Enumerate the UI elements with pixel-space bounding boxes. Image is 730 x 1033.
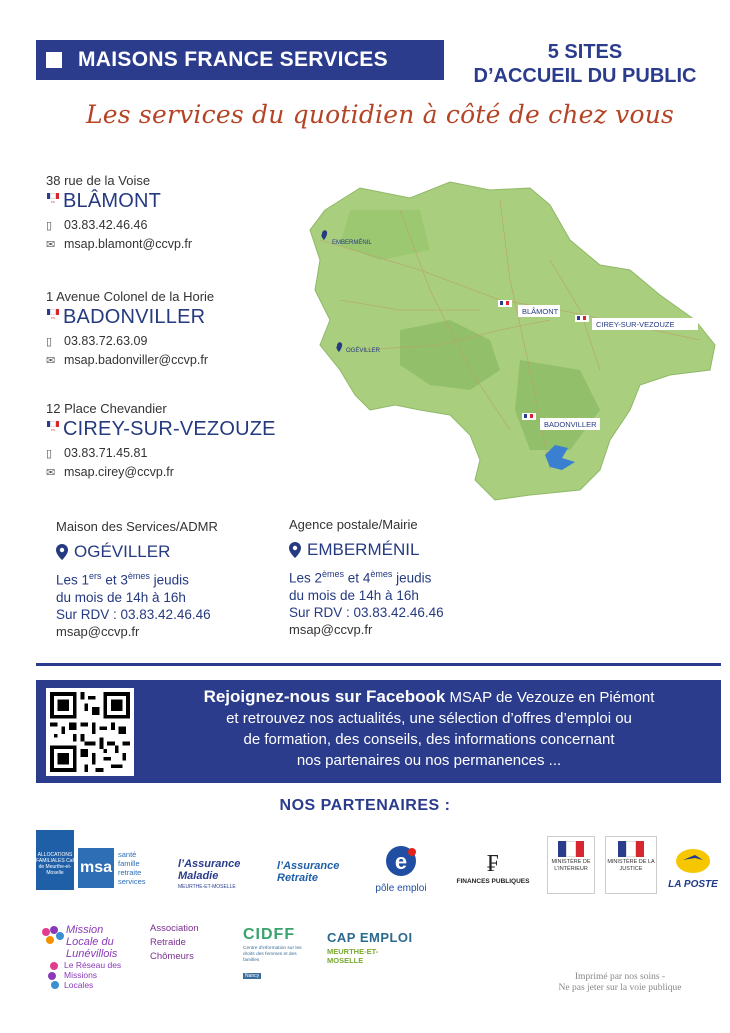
france-services-logo-icon: FS <box>46 193 60 211</box>
facebook-text <box>144 686 714 771</box>
site-address: 1 Avenue Colonel de la Horie <box>46 289 215 304</box>
cidff-logo: CIDFF Centre d'information sur les droits des femmes et des familles Nancy <box>243 926 302 979</box>
permanence-hours: du mois de 14h à 16h <box>289 587 419 603</box>
map-label-badonviller: BADONVILLER <box>544 420 597 429</box>
mail-icon: ✉ <box>46 466 56 479</box>
permanence-org: Agence postale/Mairie <box>289 517 418 532</box>
mission-locale-logo: Mission Locale du Lunévillois <box>40 920 126 956</box>
reseau-icon <box>46 960 62 990</box>
msa-logo: msa santé famille retraite services <box>79 850 146 886</box>
territory-map <box>300 170 720 510</box>
sites-heading <box>450 40 720 88</box>
association-chomeurs-logo: Association Retraide Chômeurs <box>150 923 199 962</box>
permanence-days: Les 1ers et 3èmes jeudis <box>56 571 189 588</box>
assurance-retraite-logo: l’Assurance Retraite <box>277 860 340 884</box>
pole-emploi-logo: e pôle emploi <box>368 844 434 892</box>
france-services-logo-icon: FS <box>46 421 60 439</box>
location-pin-icon <box>56 544 68 560</box>
phone-icon: ▯ <box>46 447 53 460</box>
la-poste-bird-icon <box>675 848 711 874</box>
site-phone: 03.83.71.45.81 <box>64 446 148 460</box>
square-icon <box>46 52 62 68</box>
facebook-page-name: MSAP de Vezouze en Piémont <box>445 689 655 706</box>
section-divider <box>36 663 721 666</box>
ministere-justice-logo: MINISTÈRE DE LA JUSTICE <box>605 836 657 894</box>
map-label-blamont: BLÂMONT <box>522 307 559 316</box>
site-name: CIREY-SUR-VEZOUZE <box>63 418 276 440</box>
permanence-email: msap@ccvp.fr <box>56 623 140 639</box>
facebook-banner <box>36 680 721 783</box>
pole-emploi-icon <box>384 844 418 878</box>
permanence-days: Les 2èmes et 4èmes jeudis <box>289 569 432 586</box>
site-email: msap.badonviller@ccvp.fr <box>64 353 208 367</box>
facebook-line: nos partenaires ou nos permanences ... <box>296 752 562 769</box>
permanence-hours: du mois de 14h à 16h <box>56 589 186 605</box>
permanence-email: msap@ccvp.fr <box>289 621 373 637</box>
cap-emploi-logo: CAP EMPLOI MEURTHE-ET-MOSELLE <box>327 930 413 965</box>
permanence-org: Maison des Services/ADMR <box>56 519 218 534</box>
title-banner <box>36 40 444 80</box>
footer-note: Imprimé par nos soins - Ne pas jeter sur la voie publique <box>558 972 682 993</box>
site-blamont <box>46 173 192 251</box>
banner-title: MAISONS FRANCE SERVICES <box>78 48 388 71</box>
mail-icon: ✉ <box>46 238 56 251</box>
assurance-maladie-logo: l’Assurance Maladie MEURTHE-ET-MOSELLE <box>178 858 241 890</box>
permanence-name: EMBERMÉNIL <box>307 540 420 559</box>
ministere-interieur-logo: MINISTÈRE DE L’INTÉRIEUR <box>547 836 595 894</box>
phone-icon: ▯ <box>46 219 53 232</box>
permanence-rdv: Sur RDV : 03.83.42.46.46 <box>289 604 444 620</box>
location-pin-icon <box>289 542 301 558</box>
facebook-line: de formation, des conseils, des informations concernant <box>243 731 615 748</box>
map-label-embermenil: EMBERMÉNIL <box>332 240 372 246</box>
permanence-embermenil <box>289 517 444 637</box>
site-phone: 03.83.72.63.09 <box>64 334 148 348</box>
map-label-ogeviller: OGÉVILLER <box>346 348 381 354</box>
site-name: BADONVILLER <box>63 306 206 328</box>
la-poste-logo: LA POSTE <box>665 848 721 892</box>
mission-locale-icon <box>40 924 66 950</box>
site-phone: 03.83.42.46.46 <box>64 218 148 232</box>
permanence-name: OGÉVILLER <box>74 542 171 561</box>
facebook-head: Rejoignez-nous sur Facebook <box>203 687 446 706</box>
map-label-cirey: CIREY-SUR-VEZOUZE <box>596 320 675 329</box>
caf-logo: ALLOCATIONS FAMILIALES Caf de Meurthe-et-Moselle <box>36 830 74 890</box>
site-address: 12 Place Chevandier <box>46 401 167 416</box>
france-services-logo-icon: FS <box>46 309 60 327</box>
svg-text:e: e <box>394 849 408 874</box>
site-address: 38 rue de la Voise <box>46 173 151 188</box>
tagline: Les services du quotidien à côté de chez vous <box>85 100 675 129</box>
site-cirey <box>46 401 276 479</box>
permanence-ogeviller <box>56 519 218 639</box>
permanence-rdv: Sur RDV : 03.83.42.46.46 <box>56 606 211 622</box>
reseau-missions-locales-logo: Le Réseau des Missions Locales <box>46 958 126 994</box>
site-badonviller <box>46 289 214 367</box>
sites-line-1: 5 SITES <box>547 41 623 63</box>
partners-title: NOS PARTENAIRES : <box>279 797 451 814</box>
finances-publiques-logo: ₣ FINANCES PUBLIQUES <box>456 851 530 885</box>
site-email: msap.cirey@ccvp.fr <box>64 465 174 479</box>
phone-icon: ▯ <box>46 335 53 348</box>
qr-code-icon[interactable] <box>46 688 134 776</box>
site-email: msap.blamont@ccvp.fr <box>64 237 193 251</box>
site-name: BLÂMONT <box>63 190 162 212</box>
mail-icon: ✉ <box>46 354 56 367</box>
sites-line-2: D’ACCUEIL DU PUBLIC <box>473 65 697 87</box>
facebook-line: et retrouvez nos actualités, une sélection d’offres d’emploi ou <box>226 710 632 727</box>
